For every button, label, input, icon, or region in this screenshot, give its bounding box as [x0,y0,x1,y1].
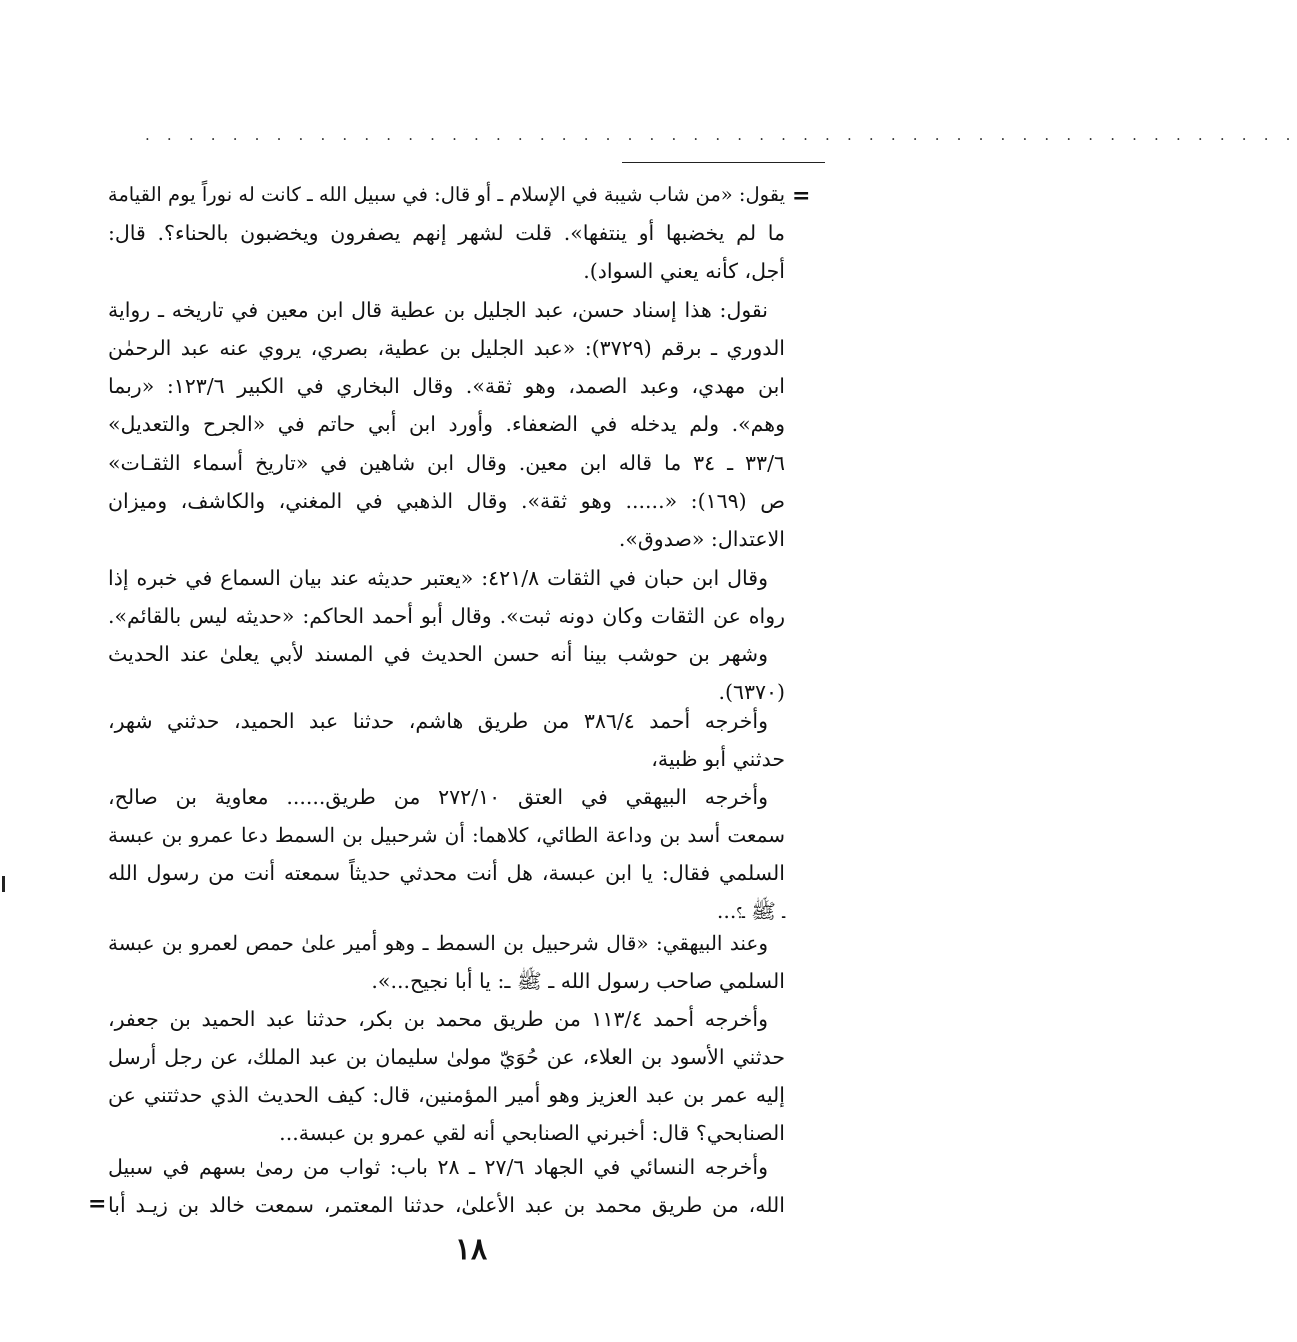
text-line: وأخرجه البيهقي في العتق ٢٧٢/١٠ من طريق...... معاوية بن صالح، [108,785,768,809]
text-line: السلمي فقال: يا ابن عبسة، هل أنت محدثي حديثاً سمعته أنت من رسول الله [108,861,785,885]
text-line: الصنابحي؟ قال: أخبرني الصنابحي أنه لقي عمرو بن عبسة... [279,1121,785,1145]
text-line: وعند البيهقي: «قال شرحبيل بن السمط ـ وهو أمير علىٰ حمص لعمرو بن عبسة [108,931,768,955]
text-line: السلمي صاحب رسول الله ـ ﷺ ـ: يا أبا نجيح...». [371,969,785,993]
text-line: ـ ﷺ ـ؟... [716,899,785,923]
text-line: وأخرجه أحمد ٣٨٦/٤ من طريق هاشم، حدثنا عبد الحميد، حدثني شهر، [108,709,768,733]
text-line: إليه عمر بن عبد العزيز وهو أمير المؤمنين، قال: كيف الحديث الذي حدثتني عن [108,1083,785,1107]
text-line: يقول: «من شاب شيبة في الإسلام ـ أو قال: في سبيل الله ـ كانت له نوراً يوم القيامة [107,183,785,206]
text-line: ما لم يخضبها أو ينتفها». قلت لشهر إنهم يصفرون ويخضبون بالحناء؟. قال: [108,221,785,245]
text-line: أجل، كأنه يعني السواد). [583,259,785,283]
text-line: الاعتدال: «صدوق». [618,527,785,551]
text-line: (٦٣٧٠). [718,680,785,704]
text-line: وهم». ولم يدخله في الضعفاء. وأورد ابن أبي حاتم في «الجرح والتعديل» [108,412,785,436]
text-line: سمعت أسد بن وداعة الطائي، كلاهما: أن شرحبيل بن السمط دعا عمرو بن عبسة [108,823,785,847]
text-line: رواه عن الثقات وكان دونه ثبت». وقال أبو أحمد الحاكم: «حديثه ليس بالقائم». [108,604,785,628]
text-line: الله، من طريق محمد بن عبد الأعلىٰ، حدثنا المعتمر، سمعت خالد بن زيـد أبا [108,1193,785,1217]
footnote-rule [622,162,825,163]
text-line: ٣٣/٦ ـ ٣٤ ما قاله ابن معين. وقال ابن شاهين في «تاريخ أسماء الثقـات» [108,451,785,475]
text-line: ص (١٦٩): «...... وهو ثقة». وقال الذهبي في المغني، والكاشف، وميزان [108,489,785,513]
text-line: وشهر بن حوشب بينا أنه حسن الحديث في المسند لأبي يعلىٰ عند الحديث [108,642,768,666]
page-number: ١٨ [454,1232,488,1267]
separator-dots: . . . . . . . . . . . . . . . . . . . . . . . . . . . . . . . . . . . . . . . . . . . . . . . . . . . . . [145,126,1297,144]
continuation-mark-start: = [792,183,811,209]
text-line: وأخرجه أحمد ١١٣/٤ من طريق محمد بن بكر، حدثنا عبد الحميد بن جعفر، [108,1007,768,1031]
text-line: الدوري ـ برقم (٣٧٢٩): «عبد الجليل بن عطية، بصري، يروي عنه عبد الرحمٰن [108,336,786,360]
text-line: وقال ابن حبان في الثقات ٤٢١/٨: «يعتبر حديثه عند بيان السماع في خبره إذا [108,566,768,590]
text-line: وأخرجه النسائي في الجهاد ٢٧/٦ ـ ٢٨ باب: ثواب من رمىٰ بسهم في سبيل [108,1155,768,1179]
text-line: ابن مهدي، وعبد الصمد، وهو ثقة». وقال البخاري في الكبير ١٢٣/٦: «ربما [108,374,785,398]
text-line: نقول: هذا إسناد حسن، عبد الجليل بن عطية قال ابن معين في تاريخه ـ رواية [108,298,768,322]
margin-mark [2,876,5,892]
text-line: حدثني الأسود بن العلاء، عن حُوَيّ مولىٰ سليمان بن عبد الملك، عن رجل أرسل [108,1045,785,1069]
text-line: حدثني أبو ظبية، [651,747,785,771]
continuation-mark-end: = [88,1191,107,1217]
